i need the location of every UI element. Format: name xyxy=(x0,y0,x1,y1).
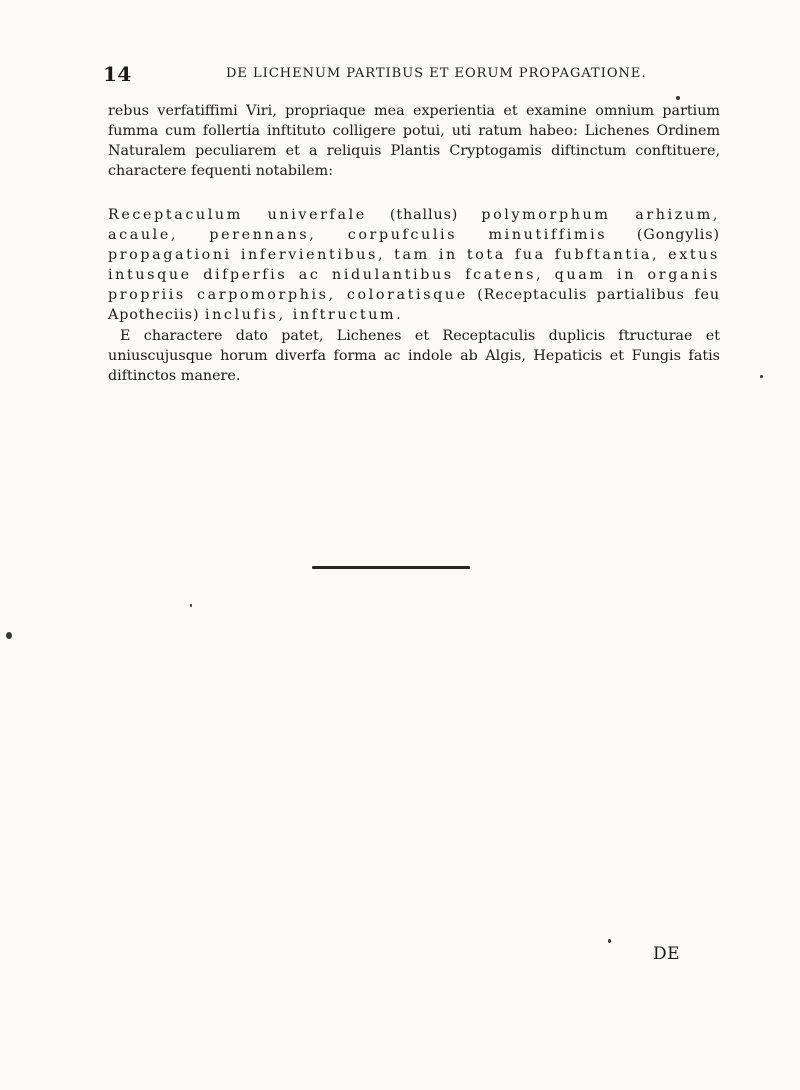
definition-text: polymorphum arhizum, acaule, perennans, corpufculis minutiffimis xyxy=(108,207,720,243)
paper-speck xyxy=(760,375,763,378)
parenthetical-gloss: (Gongylis) xyxy=(636,227,720,243)
parenthetical-gloss: (thallus) xyxy=(389,207,459,223)
page-number: 14 xyxy=(103,62,132,86)
paper-speck xyxy=(6,632,12,639)
definition-text: Receptaculum univerfale xyxy=(108,207,367,223)
paper-speck xyxy=(608,939,611,943)
paper-speck xyxy=(676,96,680,100)
running-title: DE LICHENUM PARTIBUS ET EORUM PROPAGATIONE. xyxy=(226,66,647,81)
parenthetical-gloss: (Receptaculis partialibus feu Apotheciis) xyxy=(108,287,721,323)
running-head xyxy=(103,62,723,86)
catchword: DE xyxy=(653,944,681,964)
paragraph-2-character-definition xyxy=(108,205,720,325)
section-divider-rule xyxy=(312,566,470,569)
definition-text: inclufis, inftructum. xyxy=(204,307,404,323)
definition-text: propagationi infervientibus, tam in tota fua fubftantia, extus intusque difperfis ac nidulantibus fcatens, quam in organis propriis carpomorphis, coloratisque xyxy=(108,247,720,303)
paragraph-1: rebus verfatiffimi Viri, propriaque mea experientia et examine omnium partium fumma cum follertia inftituto colligere potui, uti ratum habeo: Lichenes Ordinem Naturalem peculiarem et a reliquis Plantis Cryptogamis diftinctum conftituere, charactere fequenti notabilem: xyxy=(108,103,720,179)
paragraph-3: E charactere dato patet, Lichenes et Receptaculis duplicis ftructurae et uniuscujusque horum diverfa forma ac indole ab Algis, Hepaticis et Fungis fatis diftinctos manere. xyxy=(108,328,720,384)
paper-speck xyxy=(190,604,192,607)
